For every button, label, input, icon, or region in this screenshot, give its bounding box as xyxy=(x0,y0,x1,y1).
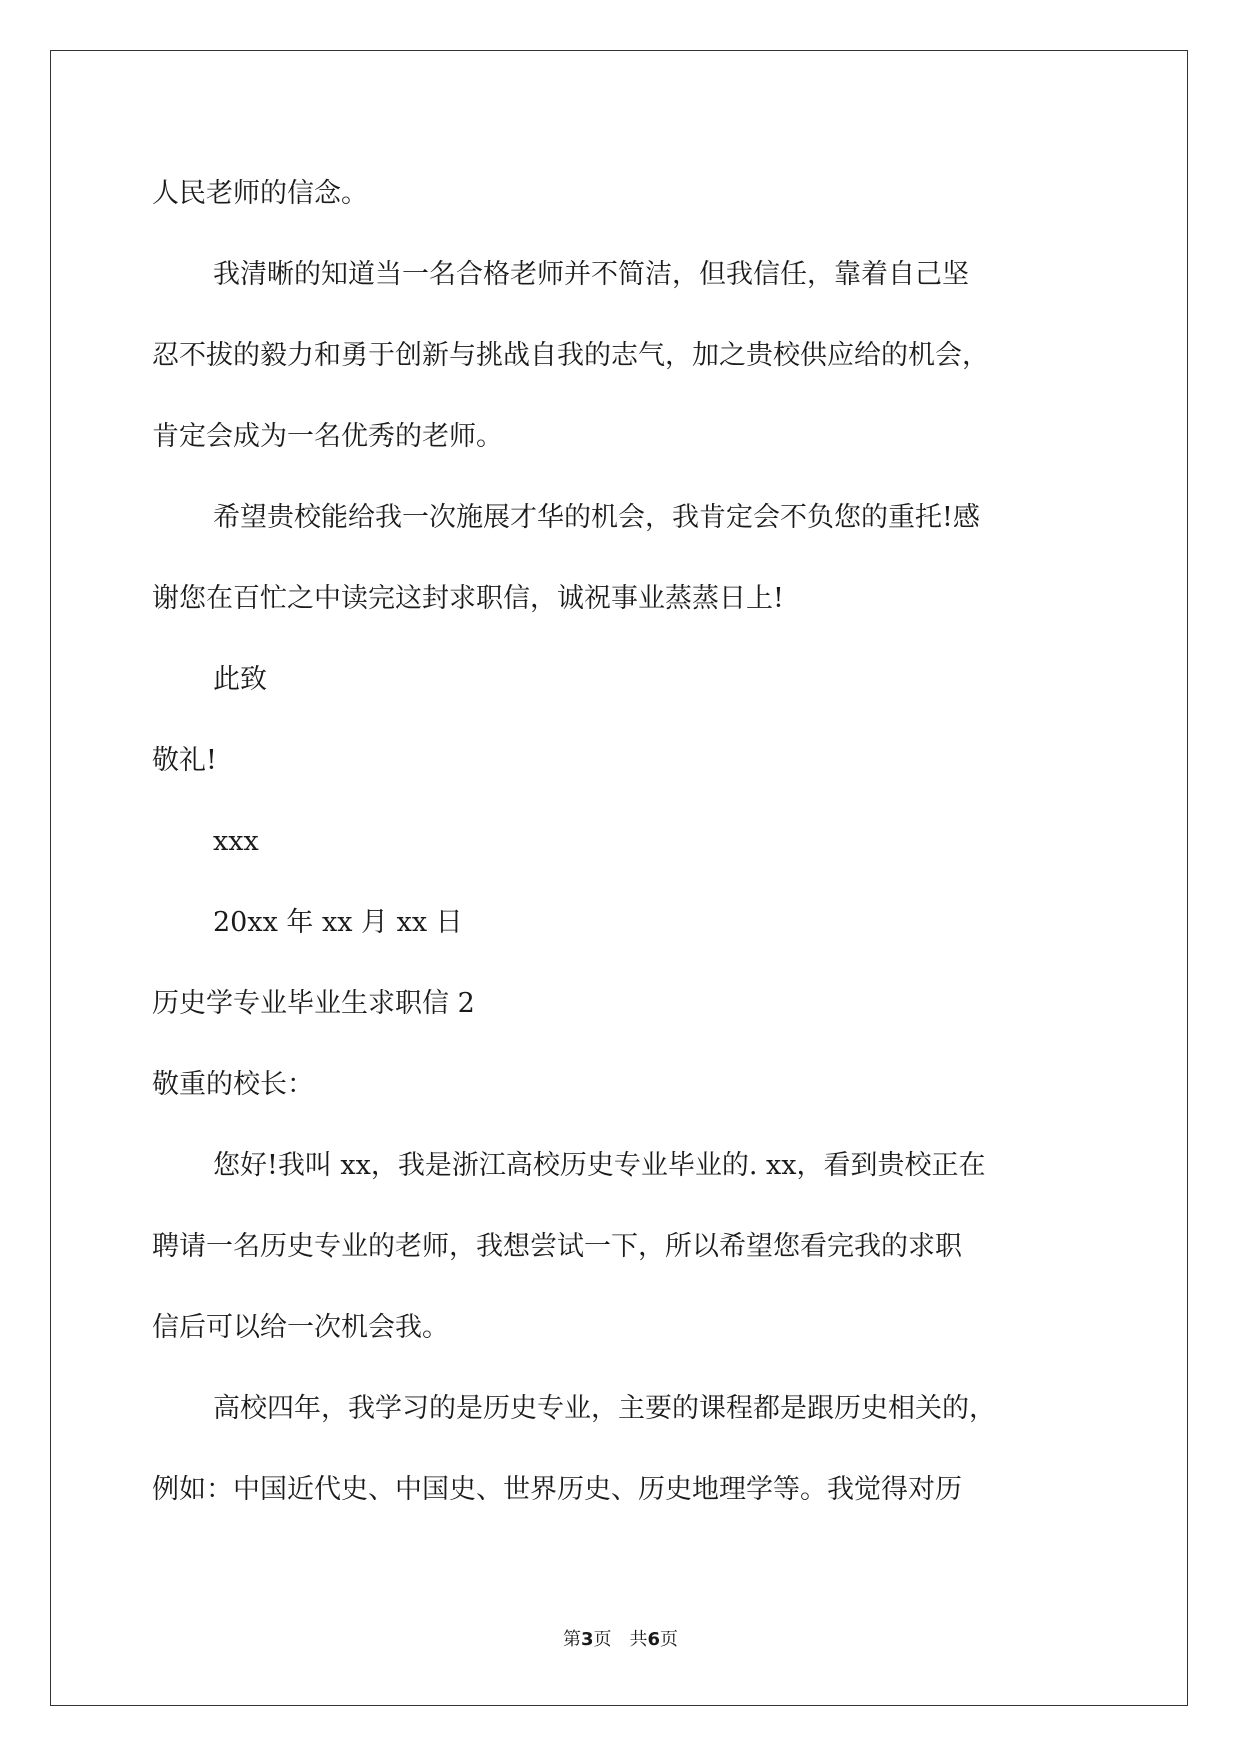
text-line: 人民老师的信念。 xyxy=(152,178,368,209)
footer-prefix: 第 xyxy=(562,1629,581,1650)
text-line: 谢您在百忙之中读完这封求职信，诚祝事业蒸蒸日上! xyxy=(152,583,784,614)
footer-suffix: 页 xyxy=(660,1629,679,1650)
text-line: 肯定会成为一名优秀的老师。 xyxy=(152,421,503,452)
footer-mid: 页 共 xyxy=(593,1629,648,1650)
section-title: 历史学专业毕业生求职信 2 xyxy=(152,988,475,1019)
text-line: 例如：中国近代史、中国史、世界历史、历史地理学等。我觉得对历 xyxy=(152,1474,962,1505)
text-line: 聘请一名历史专业的老师，我想尝试一下，所以希望您看完我的求职 xyxy=(152,1231,962,1262)
text-line: 信后可以给一次机会我。 xyxy=(152,1312,449,1343)
signature-date: 20xx 年 xx 月 xx 日 xyxy=(213,907,463,938)
text-line: 您好!我叫 xx，我是浙江高校历史专业毕业的. xx，看到贵校正在 xyxy=(213,1150,986,1181)
page-footer xyxy=(0,1628,1241,1652)
closing-salutation: 此致 xyxy=(213,664,267,695)
text-line: 希望贵校能给我一次施展才华的机会，我肯定会不负您的重托!感 xyxy=(213,502,980,533)
footer-current-page: 3 xyxy=(580,1629,594,1650)
text-line: 高校四年，我学习的是历史专业，主要的课程都是跟历史相关的， xyxy=(213,1393,996,1424)
text-line: 忍不拔的毅力和勇于创新与挑战自我的志气，加之贵校供应给的机会， xyxy=(152,340,989,371)
text-line: 我清晰的知道当一名合格老师并不简洁，但我信任，靠着自己坚 xyxy=(213,259,969,290)
signature-name: xxx xyxy=(213,826,259,857)
closing-regards: 敬礼! xyxy=(152,745,217,776)
greeting: 敬重的校长： xyxy=(152,1069,314,1100)
footer-total-pages: 6 xyxy=(647,1629,661,1650)
page-border xyxy=(50,50,1188,1706)
